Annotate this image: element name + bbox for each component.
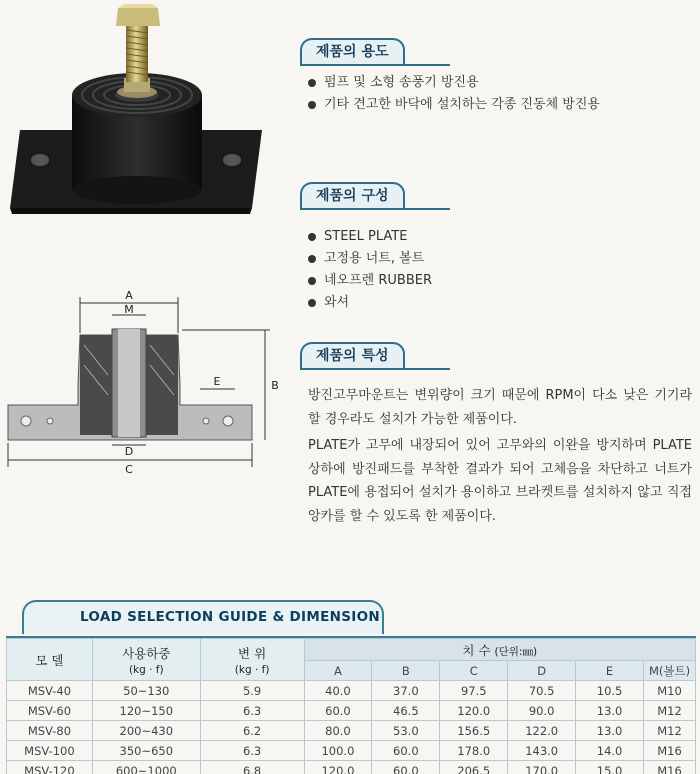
usage-title: 제품의 용도 bbox=[300, 38, 405, 64]
composition-item: STEEL PLATE bbox=[304, 226, 432, 248]
col-header-a: A bbox=[304, 661, 372, 681]
col-header-m-bolt: M(볼트) bbox=[644, 661, 696, 681]
features-paragraph-1: 방진고무마운트는 변위량이 크기 때문에 RPM이 다소 낮은 기기라 할 경우라도 설치가 가능한 제품이다. bbox=[308, 384, 692, 431]
col-header-model: 모 델 bbox=[7, 639, 93, 681]
usage-heading bbox=[300, 38, 450, 66]
col-header-e: E bbox=[576, 661, 644, 681]
col-header-load: 사용하중 (kg · f) bbox=[92, 639, 200, 681]
table-row: MSV-40 50~130 5.9 40.0 37.0 97.5 70.5 10.5 M10 bbox=[7, 681, 696, 701]
table-row: MSV-60 120~150 6.3 60.0 46.5 120.0 90.0 13.0 M12 bbox=[7, 701, 696, 721]
dim-label-b: B bbox=[271, 379, 279, 392]
col-header-displacement: 변 위 (kg · f) bbox=[200, 639, 304, 681]
col-header-d: D bbox=[508, 661, 576, 681]
col-header-c: C bbox=[440, 661, 508, 681]
dimension-diagram bbox=[0, 285, 290, 480]
load-guide-title: LOAD SELECTION GUIDE & DIMENSION bbox=[80, 609, 380, 625]
table-row: MSV-100 350~650 6.3 100.0 60.0 178.0 143.0 14.0 M16 bbox=[7, 741, 696, 761]
composition-heading bbox=[300, 182, 450, 210]
usage-item: 기타 견고한 바닥에 설치하는 각종 진동체 방진용 bbox=[304, 94, 600, 116]
dim-label-d: D bbox=[125, 445, 133, 458]
composition-item: 고정용 너트, 볼트 bbox=[304, 248, 432, 270]
composition-title: 제품의 구성 bbox=[300, 182, 405, 208]
col-header-dimensions: 치 수 (단위:㎜) bbox=[304, 639, 696, 661]
composition-item: 와셔 bbox=[304, 292, 432, 314]
usage-list bbox=[304, 72, 600, 116]
dim-label-c: C bbox=[125, 463, 133, 476]
table-row: MSV-120 600~1000 6.8 120.0 60.0 206.5 170.0 15.0 M16 bbox=[7, 761, 696, 774]
composition-item: 네오프렌 RUBBER bbox=[304, 270, 432, 292]
dim-label-e: E bbox=[214, 375, 221, 388]
usage-item: 펌프 및 소형 송풍기 방진용 bbox=[304, 72, 600, 94]
load-table-container bbox=[6, 636, 696, 774]
dim-label-a: A bbox=[125, 289, 133, 302]
features-paragraph-2: PLATE가 고무에 내장되어 있어 고무와의 이완을 방지하며 PLATE 상하에 방진패드를 부착한 결과가 되어 고체음을 차단하고 너트가 PLATE에 용접되어 설치가 용이하고 브라켓트를 설치하지 않고 직접 앙카를 할 수 있도록 한 제품이다. bbox=[308, 434, 692, 528]
load-table bbox=[6, 638, 696, 774]
table-row: MSV-80 200~430 6.2 80.0 53.0 156.5 122.0 13.0 M12 bbox=[7, 721, 696, 741]
load-guide-heading bbox=[22, 600, 384, 634]
composition-list bbox=[304, 226, 432, 314]
features-heading bbox=[300, 342, 450, 370]
dim-label-m: M bbox=[124, 303, 134, 316]
col-header-b: B bbox=[372, 661, 440, 681]
features-title: 제품의 특성 bbox=[300, 342, 405, 368]
product-photo bbox=[0, 0, 290, 225]
